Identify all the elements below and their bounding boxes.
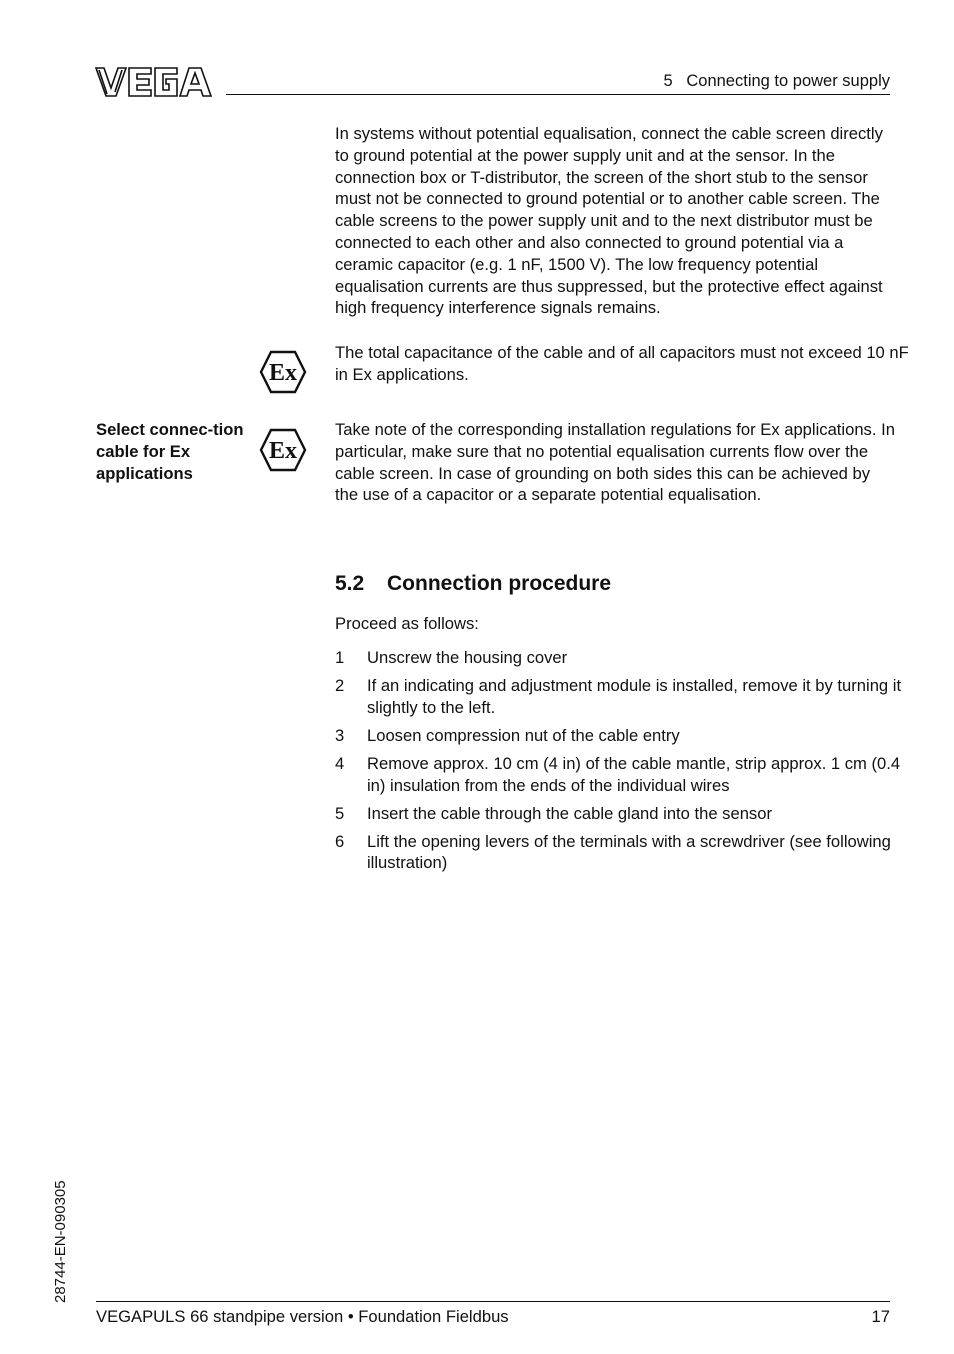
list-item	[335, 647, 905, 669]
list-item	[335, 831, 905, 875]
step-number: 6	[335, 831, 345, 851]
list-item	[335, 675, 905, 719]
footer-product: VEGAPULS 66 standpipe version • Foundation Fieldbus	[96, 1307, 509, 1326]
step-number: 3	[335, 725, 345, 745]
ex-icon	[259, 428, 307, 472]
step-text: Loosen compression nut of the cable entry	[367, 725, 680, 745]
margin-note: Select connec-tion cable for Ex applications	[96, 420, 244, 483]
steps-list	[335, 647, 905, 880]
section-title: Connection procedure	[387, 572, 612, 595]
ex-note-paragraph: The total capacitance of the cable and of all capacitors must not exceed 10 nF in Ex applications.	[335, 343, 909, 384]
header-rule	[226, 94, 890, 95]
section-number: 5.2	[335, 572, 365, 595]
page-number: 17	[871, 1307, 890, 1326]
document-id	[50, 1158, 70, 1308]
step-text: Unscrew the housing cover	[367, 648, 568, 667]
step-number: 4	[335, 753, 345, 773]
ex-installation-paragraph: Take note of the corresponding installation regulations for Ex applications. In particular, make sure that no potential equalisation currents flow over the cable screen. In case of grounding on both sides this can be achieved by the use of a capacitor or a separate potential equalisation.	[335, 420, 895, 505]
step-number: 5	[335, 803, 345, 823]
list-item	[335, 725, 905, 747]
footer-rule	[96, 1301, 890, 1302]
step-text: If an indicating and adjustment module is installed, remove it by turning it slightly to the left.	[367, 675, 902, 717]
chapter-heading: 5 Connecting to power supply	[663, 72, 890, 90]
step-text: Remove approx. 10 cm (4 in) of the cable mantle, strip approx. 1 cm (0.4 in) insulation from the ends of the individual wires	[367, 753, 901, 795]
body-paragraph: In systems without potential equalisation, connect the cable screen directly to ground potential at the power supply unit and at the sensor. In the connection box or T-distributor, the screen of the short stub to the sensor must not be connected to ground potential or to another cable screen. The cable screens to the power supply unit and to the next distributor must be connected to each other and also connected to ground potential via a ceramic capacitor (e.g. 1 nF, 1500 V). The low frequency potential equalisation currents are thus suppressed, but the protective effect against high frequency interference signals remains.	[335, 124, 883, 318]
svg-text:Ex: Ex	[268, 438, 298, 464]
section-heading	[335, 572, 611, 596]
step-text: Lift the opening levers of the terminals with a screwdriver (see following illustration)	[367, 831, 891, 873]
list-item	[335, 803, 905, 825]
step-text: Insert the cable through the cable gland into the sensor	[367, 803, 772, 823]
vega-logo	[95, 64, 215, 100]
svg-text:Ex: Ex	[268, 360, 298, 386]
list-item	[335, 753, 905, 797]
step-number: 1	[335, 648, 345, 667]
document-id-text: 28744-EN-090305	[52, 1180, 69, 1303]
section-intro: Proceed as follows:	[335, 614, 479, 633]
step-number: 2	[335, 675, 345, 695]
ex-icon	[259, 350, 307, 394]
